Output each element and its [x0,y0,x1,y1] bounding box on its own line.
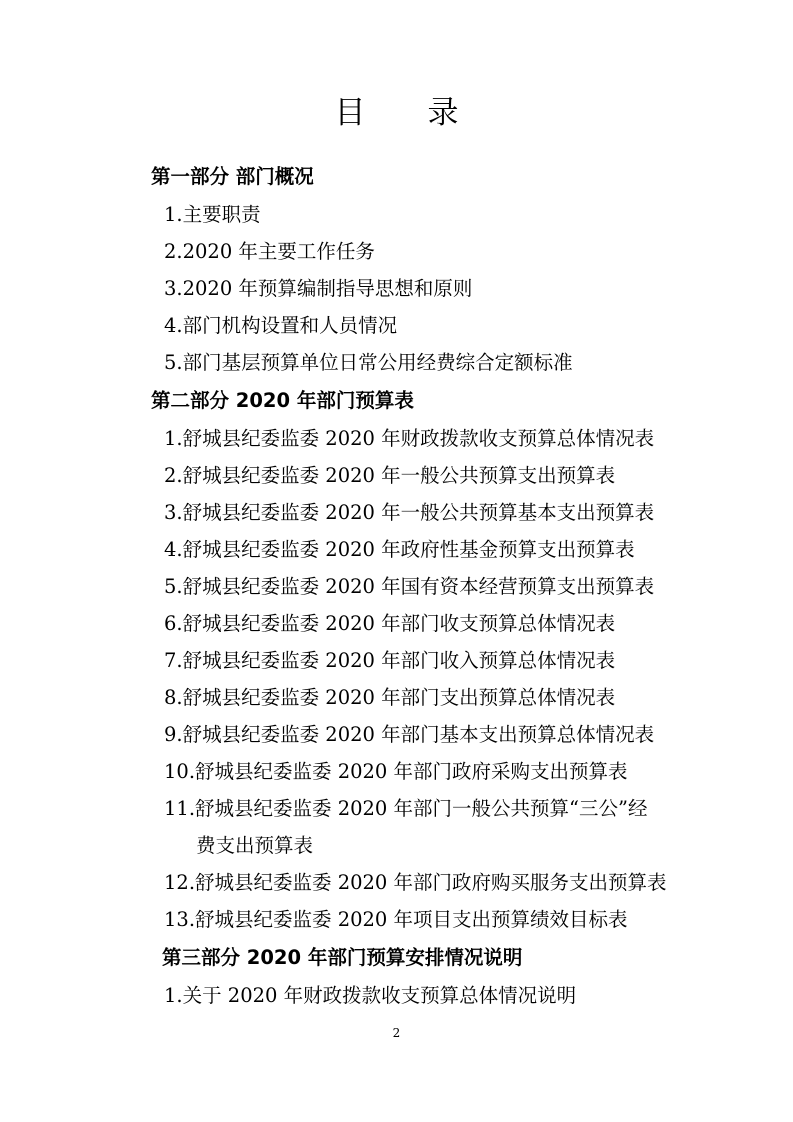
toc-item-number: 1. [164,203,183,226]
page-number: 2 [392,1026,401,1040]
toc-item-text: 舒城县纪委监委 2020 年一般公共预算支出预算表 [182,464,616,487]
toc-item-number: 4. [164,538,183,561]
toc-item [164,790,704,864]
toc-item-number: 5. [164,575,183,598]
toc-item-number: 13. [164,908,196,931]
toc-item-number: 11. [164,797,196,820]
toc-item-number: 9. [164,723,183,746]
toc-item [164,307,704,344]
toc-item [164,864,704,901]
toc-item [164,270,704,307]
toc-item [164,901,704,938]
toc-item-number: 2. [164,464,183,487]
toc-item [164,568,704,605]
toc-item [164,420,704,457]
toc-item-text: 舒城县纪委监委 2020 年政府性基金预算支出预算表 [182,538,635,561]
toc-item-text: 舒城县纪委监委 2020 年部门收支预算总体情况表 [182,612,616,635]
toc-item [164,233,704,270]
toc-item [164,344,704,381]
toc-item-number: 5. [164,351,183,374]
toc-item-number: 4. [164,314,183,337]
toc-item-text: 部门机构设置和人员情况 [182,314,398,337]
toc-item [164,977,704,1014]
toc-item-text: 关于 2020 年财政拨款收支预算总体情况说明 [182,984,577,1007]
section-heading-part2: 第二部分 2020 年部门预算表 [151,389,414,412]
toc-item-text: 2020 年主要工作任务 [182,240,375,263]
toc-item [164,679,704,716]
toc-item-number: 3. [164,501,183,524]
toc-item-text: 2020 年预算编制指导思想和原则 [182,277,473,300]
toc-item-text: 舒城县纪委监委 2020 年一般公共预算基本支出预算表 [182,501,655,524]
toc-item-text: 舒城县纪委监委 2020 年国有资本经营预算支出预算表 [182,575,655,598]
section-heading-part1: 第一部分 部门概况 [151,165,314,188]
toc-item-text: 舒城县纪委监委 2020 年部门支出预算总体情况表 [182,686,616,709]
toc-item-number: 3. [164,277,183,300]
toc-item [164,196,704,233]
toc-item [164,716,704,753]
toc-item-number: 1. [164,984,183,1007]
toc-item [164,531,704,568]
page-title: 目录 [334,95,521,131]
toc-item [164,605,704,642]
toc-item [164,753,704,790]
toc-item-text: 舒城县纪委监委 2020 年部门基本支出预算总体情况表 [182,723,655,746]
toc-item-text: 舒城县纪委监委 2020 年部门政府购买服务支出预算表 [195,871,667,894]
section-heading-part3: 第三部分 2020 年部门预算安排情况说明 [162,946,523,969]
toc-item-text-continuation: 费支出预算表 [196,834,314,857]
toc-item-number: 12. [164,871,196,894]
toc-item-number: 8. [164,686,183,709]
toc-item-number: 6. [164,612,183,635]
toc-item [164,642,704,679]
toc-item [164,457,704,494]
toc-item-text: 部门基层预算单位日常公用经费综合定额标准 [182,351,573,374]
toc-item-text: 舒城县纪委监委 2020 年部门政府采购支出预算表 [195,760,628,783]
toc-item-number: 7. [164,649,183,672]
toc-item [164,494,704,531]
toc-item-text: 主要职责 [182,203,261,226]
toc-item-number: 2. [164,240,183,263]
toc-item-number: 1. [164,427,183,450]
toc-item-text: 舒城县纪委监委 2020 年部门收入预算总体情况表 [182,649,616,672]
toc-item-text: 舒城县纪委监委 2020 年部门一般公共预算“三公”经 [195,797,648,820]
toc-item-text: 舒城县纪委监委 2020 年财政拨款收支预算总体情况表 [182,427,655,450]
toc-item-number: 10. [164,760,196,783]
toc-item-text: 舒城县纪委监委 2020 年项目支出预算绩效目标表 [195,908,628,931]
